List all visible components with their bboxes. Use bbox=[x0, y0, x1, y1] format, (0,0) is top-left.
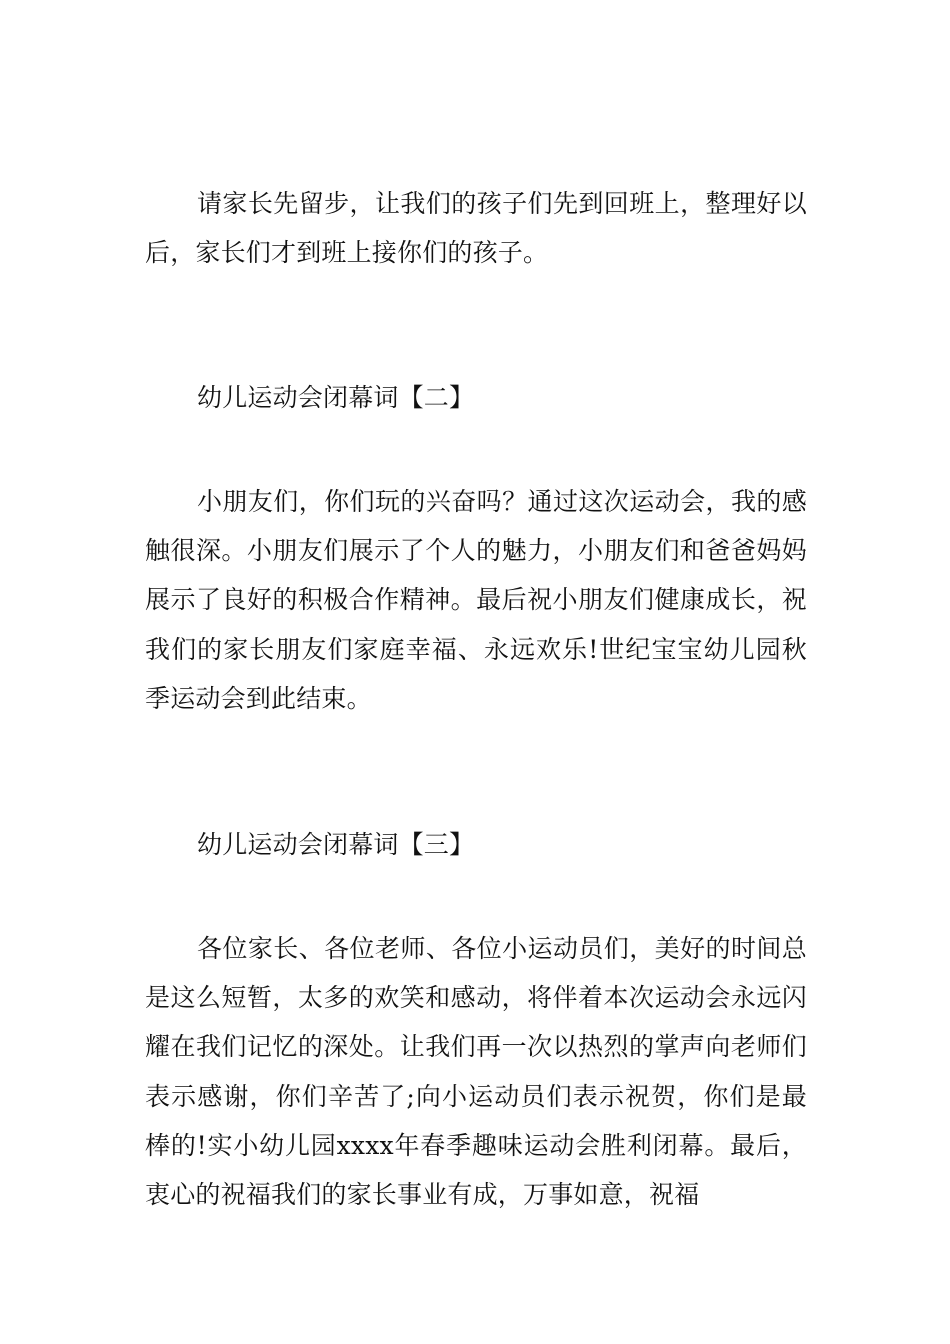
paragraph-speech-two: 小朋友们，你们玩的兴奋吗？通过这次运动会，我的感触很深。小朋友们展示了个人的魅力，小朋友们和爸爸妈妈展示了良好的积极合作精神。最后祝小朋友们健康成长，祝我们的家长朋友们家庭幸福、永远欢乐!世纪宝宝幼儿园秋季运动会到此结束。 bbox=[145, 487, 807, 713]
section-heading-two: 幼儿运动会闭幕词【二】 bbox=[197, 383, 475, 412]
paragraph-speech-three: 各位家长、各位老师、各位小运动员们，美好的时间总是这么短暂，太多的欢笑和感动，将伴着本次运动会永远闪耀在我们记忆的深处。让我们再一次以热烈的掌声向老师们表示感谢，你们辛苦了;向小运动员们表示祝贺，你们是最棒的!实小幼儿园xxxx年春季趣味运动会胜利闭幕。最后，衷心的祝福我们的家长事业有成，万事如意，祝福 bbox=[145, 934, 807, 1210]
section-heading-three: 幼儿运动会闭幕词【三】 bbox=[197, 830, 475, 859]
paragraph-closing-notice: 请家长先留步，让我们的孩子们先到回班上，整理好以后，家长们才到班上接你们的孩子。 bbox=[145, 189, 807, 268]
